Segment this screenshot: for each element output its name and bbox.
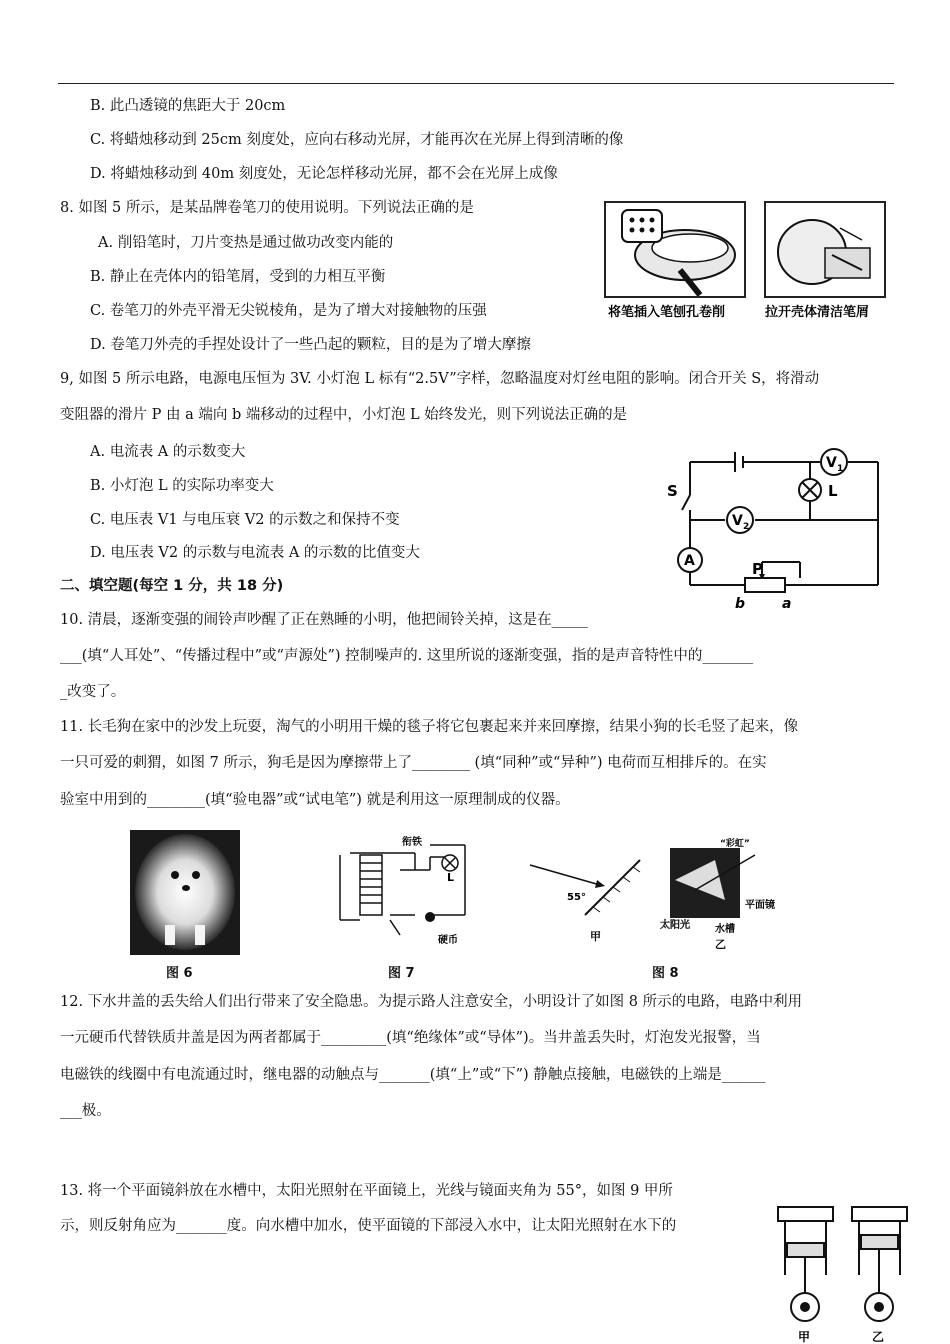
q9-option-b: B. 小灯泡 L 的实际功率变大: [90, 478, 274, 494]
q13-line1: 13. 将一个平面镜斜放在水槽中，太阳光照射在平面镜上，光线与镜面夹角为 55°，如图 9 甲所: [60, 1183, 673, 1199]
q12-line3: 电磁铁的线圈中有电流通过时，继电器的动触点与_______(填“上”或“下”) 静触点接触，电磁铁的上端是______: [60, 1067, 766, 1083]
fig6-dog-photo: [130, 830, 240, 955]
sharpener-caption-right: 拉开壳体清洁笔屑: [765, 305, 870, 320]
q10-line2: ___(填“人耳处”、“传播过程中”或“声源处”) 控制噪声的. 这里所说的逐渐变强，指的是声音特性中的_______: [60, 648, 754, 664]
fig9-jia-engine: [778, 1207, 833, 1321]
fig8-caption: 图 8: [652, 966, 679, 981]
q12-line2: 一元硬币代替铁质井盖是因为两者都属于_________(填“绝缘体”或“导体”)。当井盖丢失时，灯泡发光报警，当: [60, 1030, 761, 1046]
q11-line2: 一只可爱的刺猬，如图 7 所示，狗毛是因为摩擦带上了________ (填“同种”或“异种”) 电荷而互相排斥的。在实: [60, 755, 767, 771]
fig9-yi-engine: [852, 1207, 907, 1321]
q7-option-d: D. 将蜡烛移动到 40m 刻度处，无论怎样移动光屏，都不会在光屏上成像: [90, 166, 558, 182]
fig7-label-lamp: L: [447, 871, 455, 884]
q10-line1: 10. 清晨，逐渐变强的闹铃声吵醒了正在熟睡的小明，他把闹铃关掉，这是在_____: [60, 612, 588, 628]
circuit-label-a: a: [782, 596, 792, 612]
circuit-label-b: b: [735, 596, 746, 612]
sharpener-caption-left: 将笔插入笔刨孔卷削: [608, 305, 726, 320]
q12-line1: 12. 下水井盖的丢失给人们出行带来了安全隐患。为提示路人注意安全，小明设计了如图 8 所示的电路，电路中利用: [60, 994, 803, 1010]
fig8-label-yi: 乙: [715, 938, 726, 951]
q9-stem-line1: 9, 如图 5 所示电路，电源电压恒为 3V. 小灯泡 L 标有“2.5V”字样，忽略温度对灯丝电阻的影响。闭合开关 S，将滑动: [60, 371, 820, 387]
fig9-label-yi: 乙: [872, 1330, 885, 1344]
q9-option-d: D. 电压表 V2 的示数与电流表 A 的示数的比值变大: [90, 545, 420, 561]
q11-line3: 验室中用到的________(填“验电器”或“试电笔”) 就是利用这一原理制成的仪器。: [60, 792, 570, 808]
q8-stem: 8. 如图 5 所示，是某品牌卷笔刀的使用说明。下列说法正确的是: [60, 200, 474, 216]
sharpener-left-panel: [605, 202, 745, 297]
fig8-label-sun: 太阳光: [660, 920, 690, 931]
q8-option-a: A. 削铅笔时，刀片变热是通过做功改变内能的: [98, 235, 394, 251]
section2-title: 二、填空题(每空 1 分，共 18 分): [60, 578, 284, 594]
circuit-label-ammeter: A: [684, 553, 695, 569]
q8-option-b: B. 静止在壳体内的铅笔屑，受到的力相互平衡: [90, 269, 386, 285]
header-rule: [58, 83, 894, 84]
q11-line1: 11. 长毛狗在家中的沙发上玩耍，淘气的小明用干燥的毯子将它包裹起来并来回摩擦，结果小狗的长毛竖了起来，像: [60, 719, 799, 735]
fig7-label-coin: 硬币: [438, 935, 458, 946]
q13-line2: 示，则反射角应为_______度。向水槽中加水，使平面镜的下部浸入水中，让太阳光照射在水下的: [60, 1218, 677, 1234]
fig8-jia-diagram: [530, 860, 640, 943]
fig6-caption: 图 6: [166, 966, 193, 981]
pencil-sharpener-figure: [600, 200, 890, 325]
fig8-label-rainbow: “彩虹”: [720, 839, 750, 849]
q9-option-a: A. 电流表 A 的示数变大: [90, 444, 246, 460]
q10-line3: _改变了。: [60, 684, 126, 700]
sharpener-right-panel: [765, 202, 885, 297]
circuit-label-v1: V: [826, 455, 837, 471]
q7-option-c: C. 将蜡烛移动到 25cm 刻度处，应向右移动光屏，才能再次在光屏上得到清晰的像: [90, 132, 624, 148]
circuit-label-s: S: [667, 482, 678, 500]
fig8-label-jia: 甲: [590, 930, 601, 943]
q7-option-b: B. 此凸透镜的焦距大于 20cm: [90, 98, 286, 114]
fig8-yi-diagram: [660, 837, 775, 951]
fig8-mirror-diagrams: [525, 839, 790, 951]
q9-option-c: C. 电压表 V1 与电压衰 V2 的示数之和保持不变: [90, 512, 400, 528]
fig8-label-tank: 水槽: [715, 924, 735, 935]
fig8-label-mirror: 平面镜: [745, 900, 775, 911]
circuit-label-v1-sub: 1: [837, 464, 844, 474]
q12-line4: ___极。: [60, 1103, 111, 1119]
q9-stem-line2: 变阻器的滑片 P 由 a 端向 b 端移动的过程中，小灯泡 L 始终发光，则下列说法正确的是: [60, 407, 628, 423]
fig9-engine-diagrams: [770, 1195, 920, 1344]
circuit-label-l: L: [828, 482, 838, 500]
fig8-label-angle: 55°: [567, 892, 586, 903]
fig7-caption: 图 7: [388, 966, 415, 981]
fig9-label-jia: 甲: [798, 1330, 811, 1344]
circuit-label-v2: V: [732, 513, 743, 529]
circuit-label-v2-sub: 2: [743, 522, 750, 532]
fig7-relay-circuit: [330, 835, 470, 950]
q8-option-c: C. 卷笔刀的外壳平滑无尖锐棱角，是为了增大对接触物的压强: [90, 303, 487, 319]
q9-circuit-diagram: [660, 450, 890, 612]
circuit-label-p: P: [752, 560, 763, 578]
fig7-label-armature: 衔铁: [402, 837, 422, 848]
q8-option-d: D. 卷笔刀外壳的手捏处设计了一些凸起的颗粒，目的是为了增大摩擦: [90, 337, 531, 353]
